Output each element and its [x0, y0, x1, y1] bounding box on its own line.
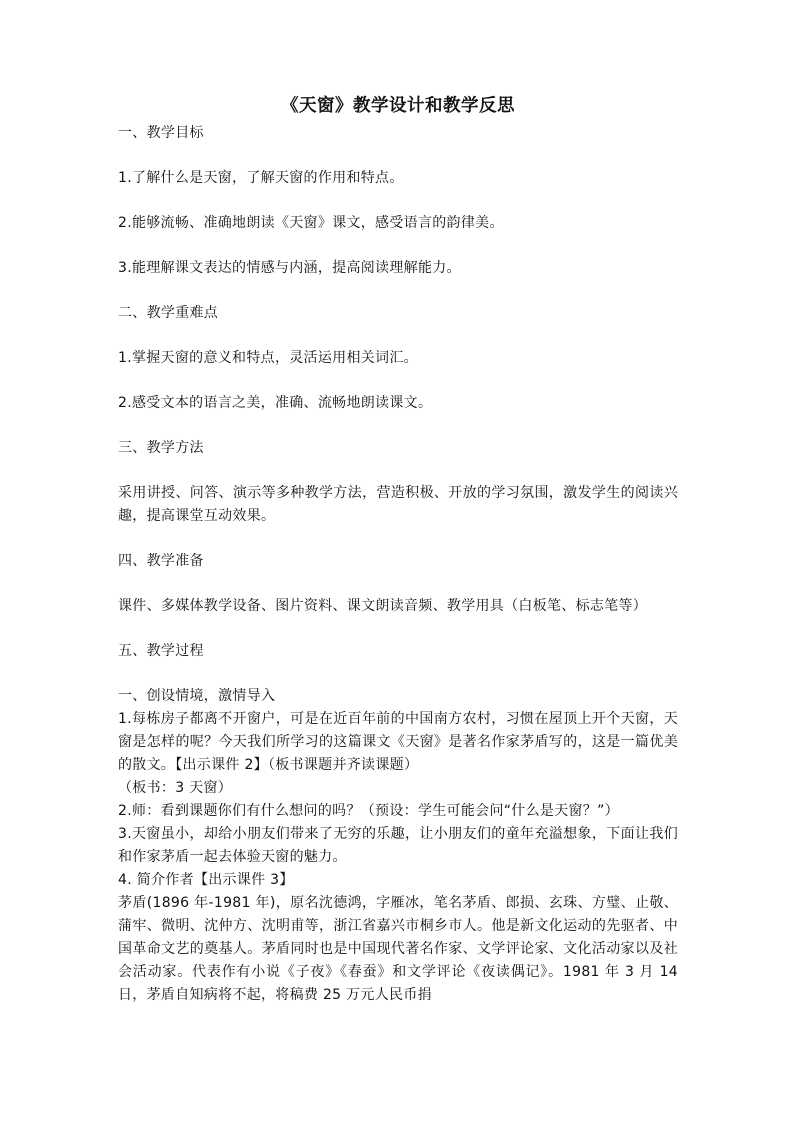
key-point-item-1: 1.掌握天窗的意义和特点，灵活运用相关词汇。 [118, 350, 418, 366]
section-heading-process: 五、教学过程 [118, 643, 204, 659]
section-heading-goals: 一、教学目标 [118, 125, 204, 141]
process-author-heading: 4. 简介作者【出示课件 3】 [118, 872, 294, 888]
process-paragraph-3: 3.天窗虽小，却给小朋友们带来了无穷的乐趣，让小朋友们的童年充溢想象，下面让我们和作家茅盾一起去体验天窗的魅力。 [118, 826, 678, 865]
goal-item-2: 2.能够流畅、准确地朗读《天窗》课文，感受语言的韵律美。 [118, 215, 504, 231]
process-board-note: （板书：3 天窗） [118, 780, 233, 796]
document-title: 《天窗》教学设计和教学反思 [281, 96, 515, 116]
goal-item-1: 1.了解什么是天窗，了解天窗的作用和特点。 [118, 170, 404, 186]
document-page [118, 94, 678, 1007]
process-paragraph-2: 2.师：看到课题你们有什么想问的吗？（预设：学生可能会问“什么是天窗？”） [118, 803, 619, 819]
process-subheading: 一、创设情境，激情导入 [118, 688, 276, 704]
methods-paragraph: 采用讲授、问答、演示等多种教学方法，营造积极、开放的学习氛围，激发学生的阅读兴趣，提高课堂互动效果。 [118, 485, 678, 524]
goal-item-3: 3.能理解课文表达的情感与内涵，提高阅读理解能力。 [118, 260, 461, 276]
process-paragraph-1: 1.每栋房子都离不开窗户，可是在近百年前的中国南方农村，习惯在屋顶上开个天窗，天窗是怎样的呢？今天我们所学习的这篇课文《天窗》是著名作家茅盾写的，这是一篇优美的散文。【出示课件 2】（板书课题并齐读课题） [118, 711, 678, 773]
section-heading-methods: 三、教学方法 [118, 440, 204, 456]
key-point-item-2: 2.感受文本的语言之美，准确、流畅地朗读课文。 [118, 395, 433, 411]
section-heading-key-points: 二、教学重难点 [118, 305, 219, 321]
section-heading-preparation: 四、教学准备 [118, 553, 204, 569]
preparation-paragraph: 课件、多媒体教学设备、图片资料、课文朗读音频、教学用具（白板笔、标志笔等） [118, 598, 648, 614]
process-author-bio: 茅盾(1896 年-1981 年)，原名沈德鸿，字雁冰，笔名茅盾、郎损、玄珠、方璧、止敬、蒲牢、微明、沈仲方、沈明甫等，浙江省嘉兴市桐乡市人。他是新文化运动的先驱者、中国革命文艺的奠基人。茅盾同时也是中国现代著名作家、文学评论家、文化活动家以及社会活动家。代表作有小说《子夜》《春蚕》和文学评论《夜读偶记》。1981 年 3 月 14 日，茅盾自知病将不起，将稿费 25 万元人民币捐 [118, 895, 678, 1003]
